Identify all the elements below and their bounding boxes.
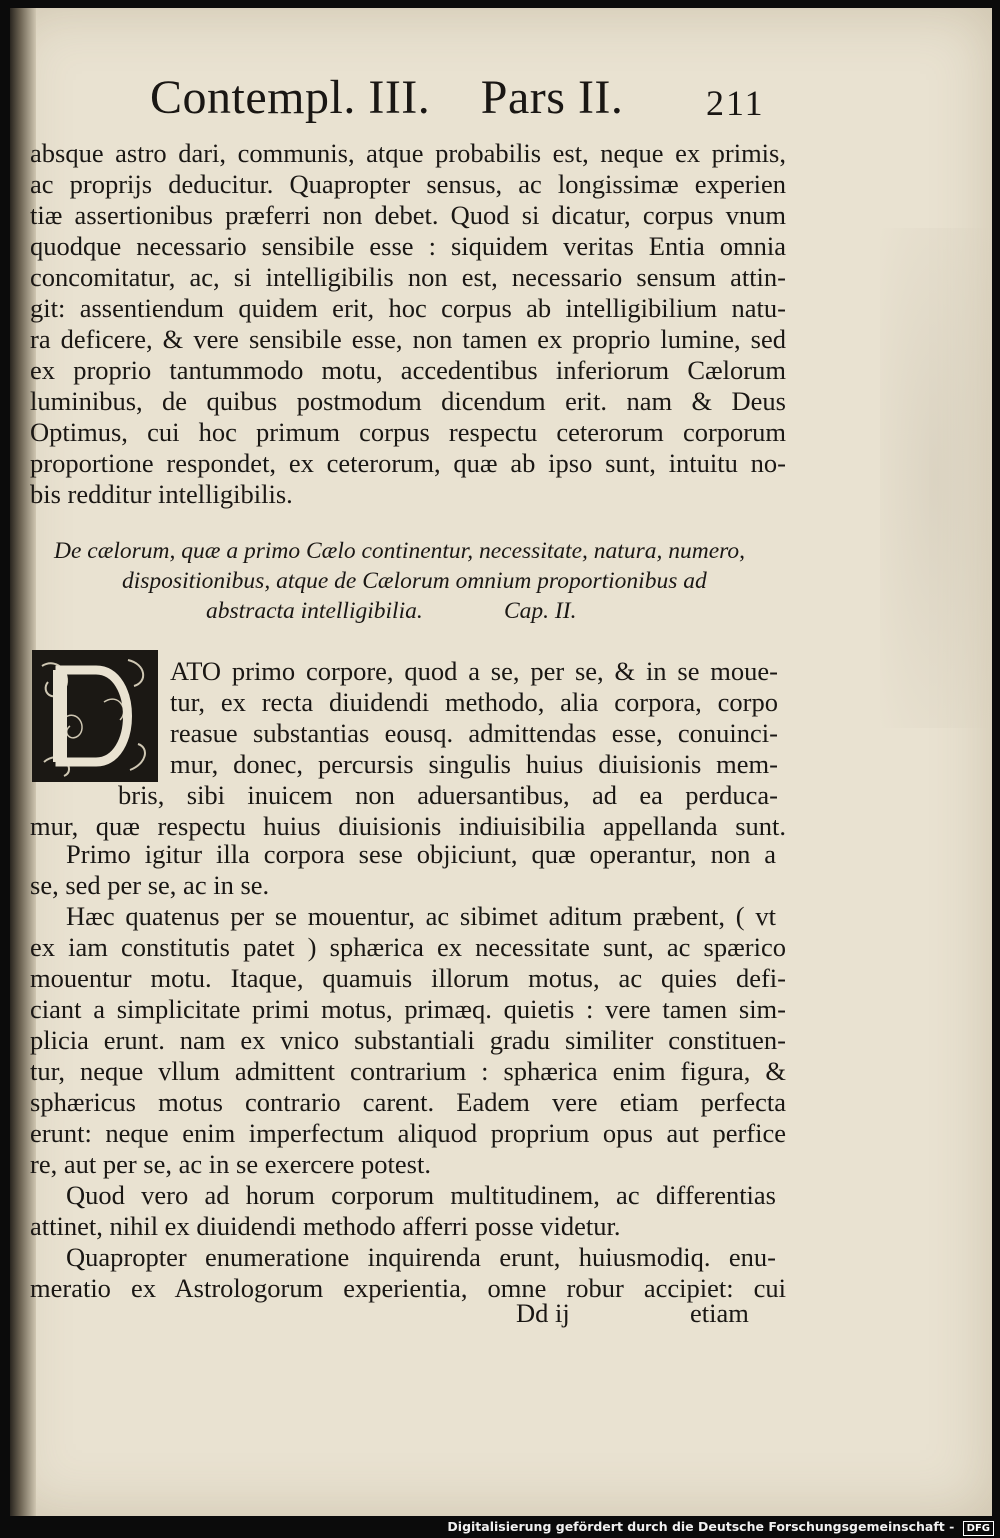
- text-line: bris, sibi inuicem non aduersantibus, ad ea perduca-: [118, 780, 778, 810]
- text-line: Hæc quatenus per se mouentur, ac sibimet aditum præbent, ( vt: [66, 901, 776, 931]
- text-line: Primo igitur illa corpora sese objiciunt, quæ operantur, non a: [66, 839, 776, 869]
- running-head-left: Contempl. III.: [150, 71, 431, 124]
- chapter-number: Cap. II.: [504, 598, 577, 624]
- text-line: quodque necessario sensibile esse : siquidem veritas Entia omnia: [30, 231, 786, 261]
- credit-text: Digitalisierung gefördert durch die Deutsche Forschungsgemeinschaft -: [447, 1519, 955, 1534]
- text-line: tiæ assertionibus præferri non debet. Quod si dicatur, corpus vnum: [30, 200, 786, 230]
- text-line: luminibus, de quibus postmodum dicendum erit. nam & Deus: [30, 386, 786, 416]
- signature-mark: Dd ij: [516, 1298, 570, 1328]
- text-line: ac proprijs deducitur. Quapropter sensus, ac longissimæ experien: [30, 169, 786, 199]
- text-line: Optimus, cui hoc primum corpus respectu ceterorum corporum: [30, 417, 786, 447]
- page-text: [10, 8, 992, 1516]
- ornament-icon: [34, 652, 156, 780]
- chapter-heading-line: abstracta intelligibilia.: [206, 598, 423, 624]
- dfg-logo: DFG: [963, 1521, 994, 1536]
- running-head: [150, 70, 790, 125]
- text-line: attinet, nihil ex diuidendi methodo afferri posse videtur.: [30, 1211, 621, 1241]
- text-line: proportione respondet, ex ceterorum, quæ ab ipso sunt, intuitu no-: [30, 448, 786, 478]
- text-line: bis redditur intelligibilis.: [30, 479, 293, 509]
- text-line: ATO primo corpore, quod a se, per se, & in se moue-: [170, 656, 778, 686]
- catchword: etiam: [690, 1298, 749, 1328]
- text-line: re, aut per se, ac in se exercere potest.: [30, 1149, 431, 1179]
- text-line: erunt: neque enim imperfectum aliquod proprium opus aut perfice: [30, 1118, 786, 1148]
- text-line: mouentur motu. Itaque, quamuis illorum motus, ac quies defi-: [30, 963, 786, 993]
- text-line: mur, donec, percursis singulis huius diuisionis mem-: [170, 749, 778, 779]
- text-line: absque astro dari, communis, atque probabilis est, neque ex primis,: [30, 138, 786, 168]
- text-line: concomitatur, ac, si intelligibilis non est, necessario sensum attin-: [30, 262, 786, 292]
- chapter-heading-line: De cælorum, quæ a primo Cælo continentur, necessitate, natura, numero,: [54, 538, 746, 564]
- text-line: ex iam constitutis patet ) sphærica ex necessitate sunt, ac spærico: [30, 932, 786, 962]
- text-line: reasue substantias eousq. admittendas esse, conuinci-: [170, 718, 778, 748]
- digitization-credit: [447, 1519, 994, 1536]
- text-line: meratio ex Astrologorum experientia, omne robur accipiet: cui: [30, 1273, 786, 1303]
- book-page: [10, 8, 992, 1516]
- text-line: ciant a simplicitate primi motus, primæq. quietis : vere tamen sim-: [30, 994, 786, 1024]
- text-line: se, sed per se, ac in se.: [30, 870, 270, 900]
- text-line: ex proprio tantummodo motu, accedentibus inferiorum Cælorum: [30, 355, 786, 385]
- text-line: plicia erunt. nam ex vnico substantiali gradu similiter constituen-: [30, 1025, 786, 1055]
- chapter-heading-line: dispositionibus, atque de Cælorum omnium proportionibus ad: [122, 568, 707, 594]
- text-line: mur, quæ respectu huius diuisionis indiuisibilia appellanda sunt.: [30, 811, 786, 841]
- text-line: ra deficere, & vere sensibile esse, non tamen ex proprio lumine, sed: [30, 324, 786, 354]
- drop-cap-initial: [32, 650, 158, 782]
- page-number: 211: [706, 83, 765, 123]
- text-line: git: assentiendum quidem erit, hoc corpus ab intelligibilium natu-: [30, 293, 786, 323]
- text-line: Quod vero ad horum corporum multitudinem, ac differentias: [66, 1180, 776, 1210]
- running-head-right: Pars II.: [480, 71, 624, 124]
- text-line: tur, ex recta diuidendi methodo, alia corpora, corpo: [170, 687, 778, 717]
- text-line: Quapropter enumeratione inquirenda erunt, huiusmodiq. enu-: [66, 1242, 776, 1272]
- text-line: sphæricus motus contrario carent. Eadem vere etiam perfecta: [30, 1087, 786, 1117]
- text-line: tur, neque vllum admittent contrarium : sphærica enim figura, &: [30, 1056, 786, 1086]
